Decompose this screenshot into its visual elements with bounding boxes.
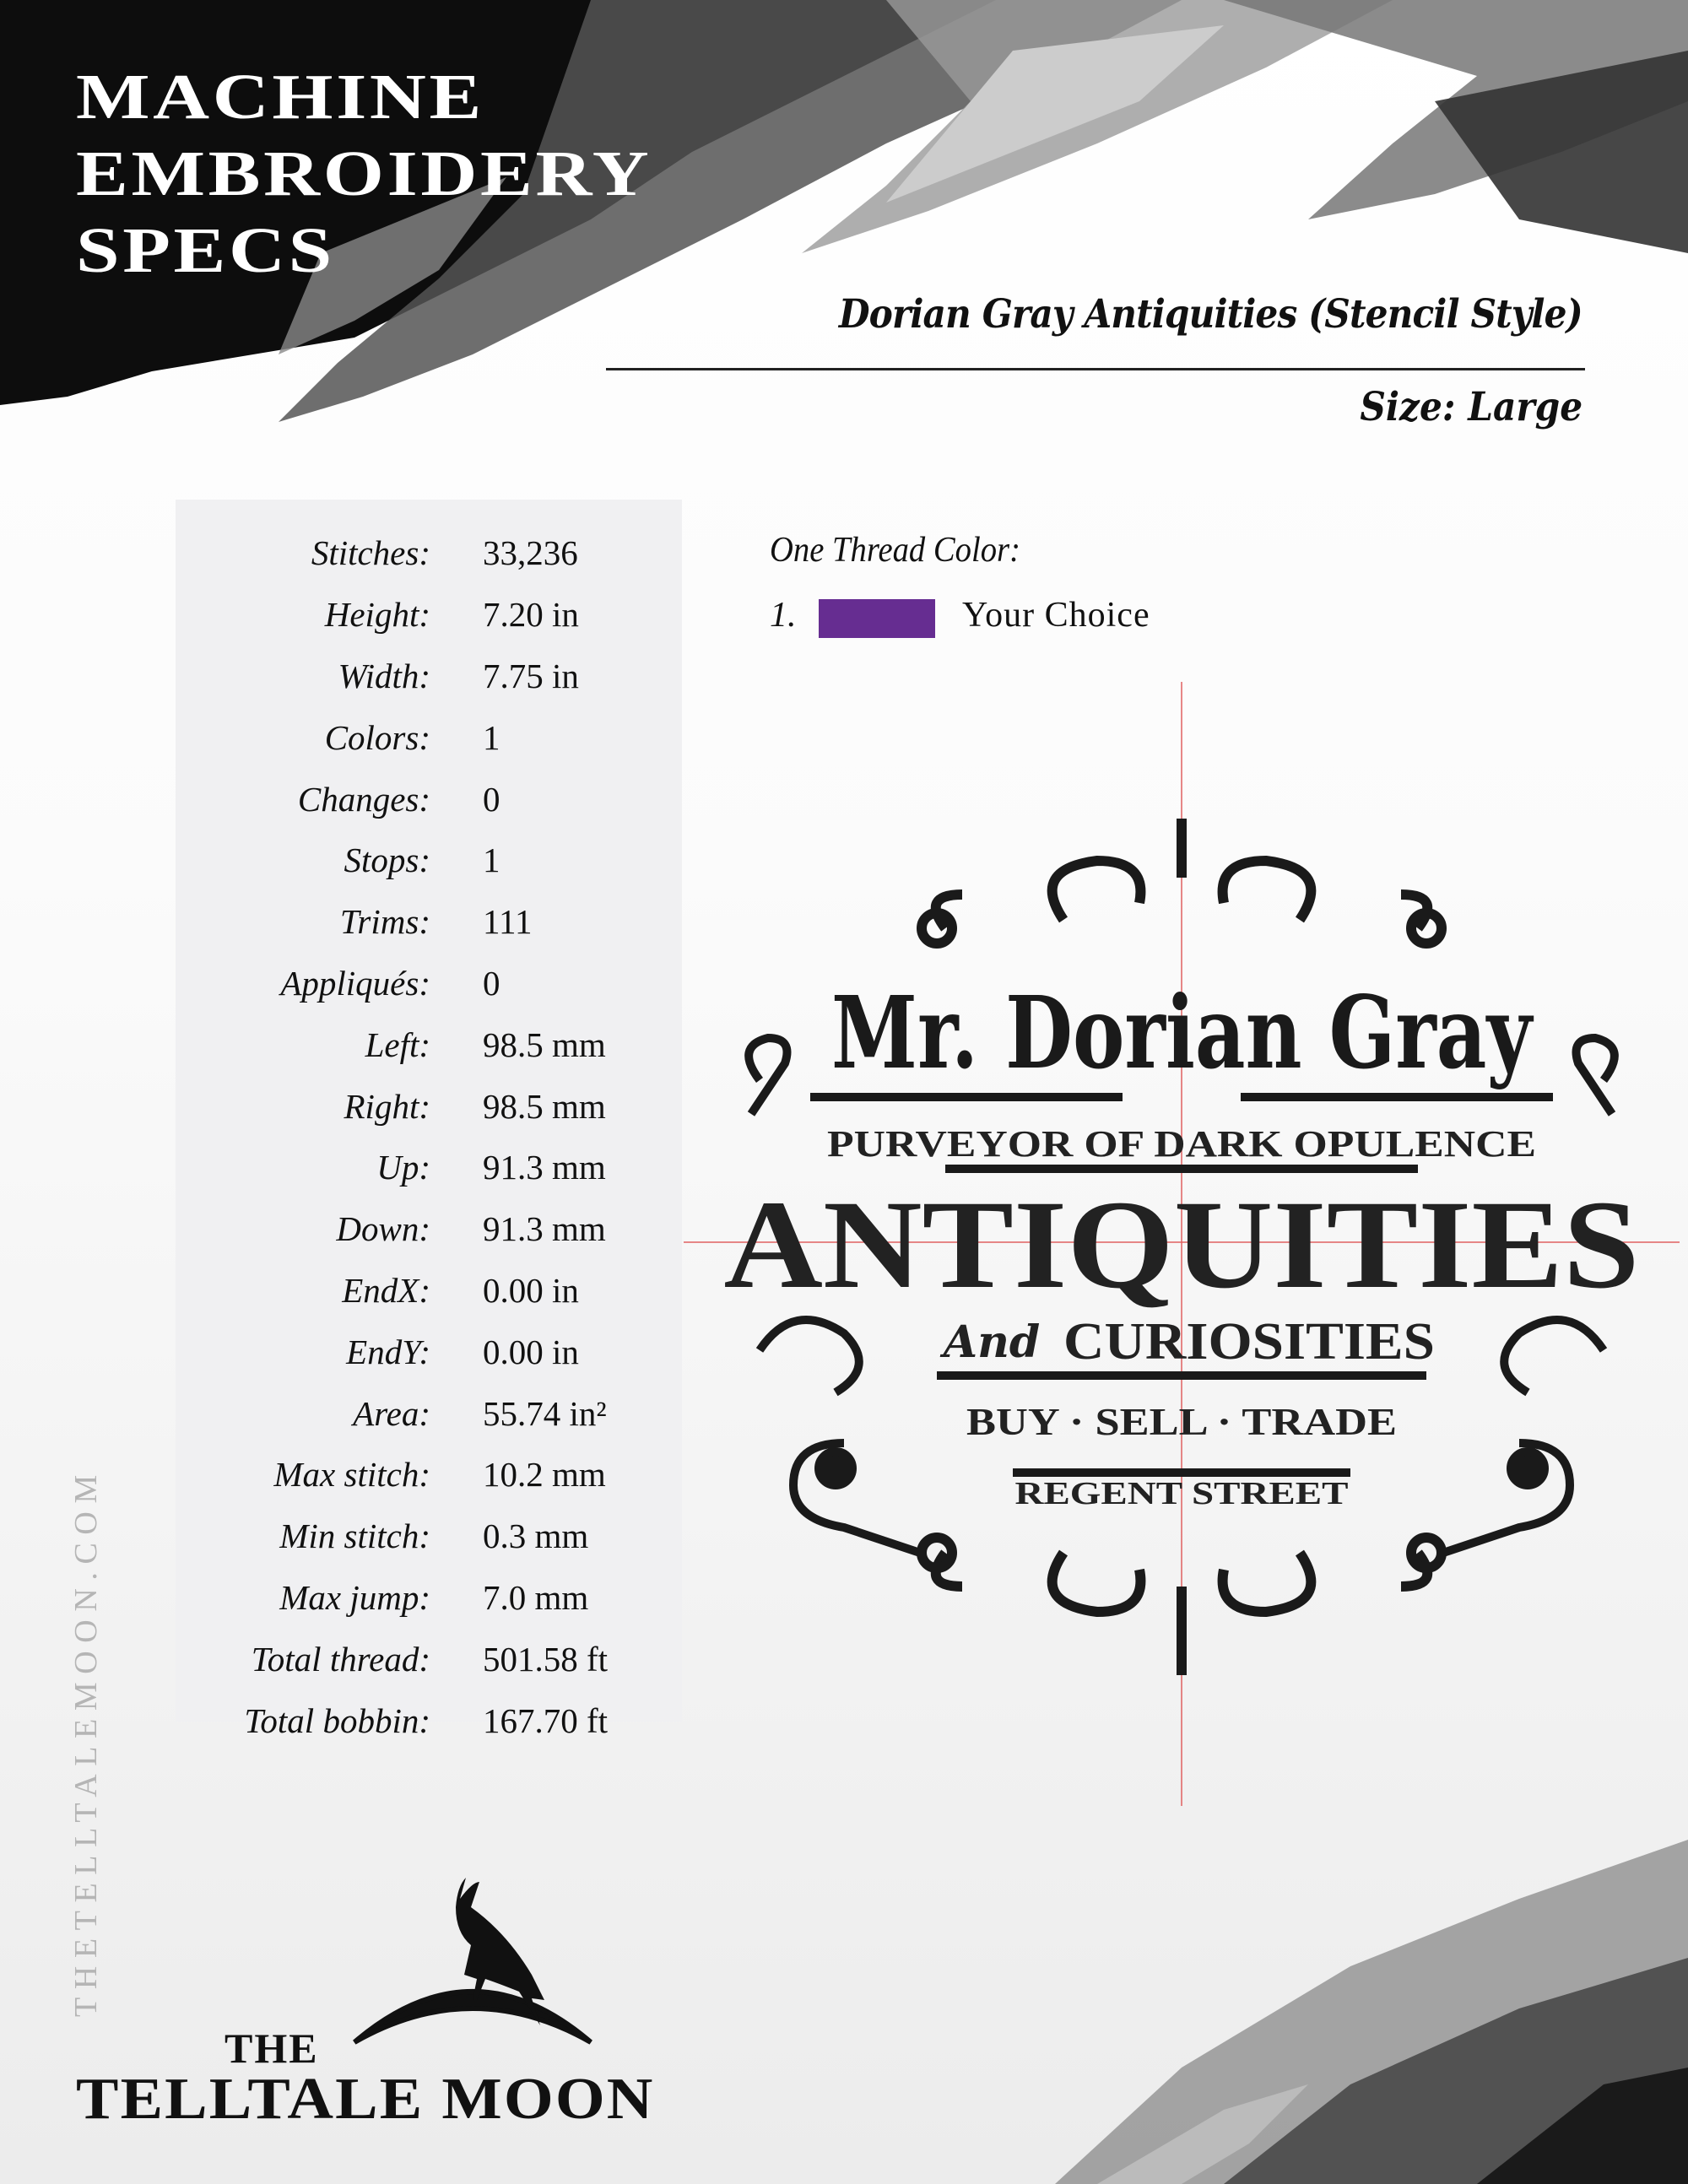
- spec-label: Changes:: [297, 779, 430, 819]
- spec-label: Trims:: [339, 902, 430, 942]
- spec-value: 7.75 in: [483, 656, 579, 695]
- title-line: EMBROIDERY: [76, 138, 652, 209]
- spec-label: Min stitch:: [279, 1516, 430, 1556]
- design-line-curiosities: CURIOSITIES: [1063, 1313, 1435, 1370]
- thread-name: Your Choice: [962, 596, 1150, 635]
- spec-value: 0: [483, 963, 500, 1003]
- website-url: THETELLTALEMOON.COM: [68, 1467, 104, 2017]
- spec-value: 33,236: [483, 533, 578, 573]
- spec-value: 98.5 mm: [483, 1024, 606, 1064]
- spec-value: 55.74 in²: [483, 1393, 607, 1433]
- title-line: SPECS: [76, 215, 335, 286]
- spec-label: Colors:: [324, 717, 430, 757]
- spec-value: 501.58 ft: [483, 1639, 609, 1679]
- spec-label: Total bobbin:: [244, 1700, 430, 1740]
- design-line-buy-sell-trade: BUY · SELL · TRADE: [966, 1400, 1397, 1443]
- thread-number: 1.: [770, 596, 797, 635]
- spec-value: 0.3 mm: [483, 1516, 589, 1556]
- spec-label: Left:: [365, 1024, 430, 1064]
- spec-value: 0: [483, 779, 500, 819]
- spec-value: 7.0 mm: [483, 1577, 589, 1617]
- crow-moon-logo-icon: [338, 1873, 658, 2068]
- spec-label: EndX:: [342, 1270, 430, 1310]
- spec-label: Right:: [344, 1086, 430, 1126]
- spec-value: 111: [483, 902, 533, 942]
- spec-label: Max stitch:: [273, 1455, 430, 1495]
- spec-label: Down:: [336, 1209, 430, 1249]
- spec-value: 98.5 mm: [483, 1086, 606, 1126]
- spec-value: 10.2 mm: [483, 1455, 606, 1495]
- design-line-antiquities: ANTIQUITIES: [723, 1175, 1640, 1315]
- spec-label: Max jump:: [279, 1577, 430, 1617]
- spec-value: 167.70 ft: [483, 1700, 609, 1740]
- spec-value: 91.3 mm: [483, 1209, 606, 1249]
- spec-label: Total thread:: [251, 1639, 430, 1679]
- spec-value: 1: [483, 841, 500, 880]
- spec-label: Area:: [353, 1393, 430, 1433]
- spec-value: 91.3 mm: [483, 1148, 606, 1187]
- spec-label: EndY:: [346, 1332, 430, 1371]
- logo-the: THE: [225, 2025, 319, 2072]
- design-name: Dorian Gray Antiquities (Stencil Style): [839, 291, 1582, 338]
- design-line-street: REGENT STREET: [1014, 1476, 1349, 1511]
- spec-label: Appliqués:: [280, 963, 430, 1003]
- logo-name: TELLTALE MOON: [76, 2067, 655, 2132]
- spec-value: 0.00 in: [483, 1332, 579, 1371]
- size-label: Size: Large: [1360, 384, 1582, 430]
- spec-label: Up:: [376, 1148, 430, 1187]
- design-line-and: And: [943, 1316, 1041, 1368]
- design-line-tagline: PURVEYOR OF DARK OPULENCE: [827, 1123, 1536, 1165]
- title-line: MACHINE: [76, 62, 485, 132]
- spec-value: 1: [483, 717, 500, 757]
- spec-label: Width:: [338, 656, 430, 695]
- spec-value: 7.20 in: [483, 595, 579, 635]
- design-line-name: Mr. Dorian Gray: [831, 974, 1534, 1091]
- thread-heading: One Thread Color:: [770, 531, 1020, 570]
- spec-label: Stitches:: [311, 533, 430, 573]
- spec-label: Stops:: [344, 841, 430, 880]
- spec-value: 0.00 in: [483, 1270, 579, 1310]
- spec-label: Height:: [324, 595, 430, 635]
